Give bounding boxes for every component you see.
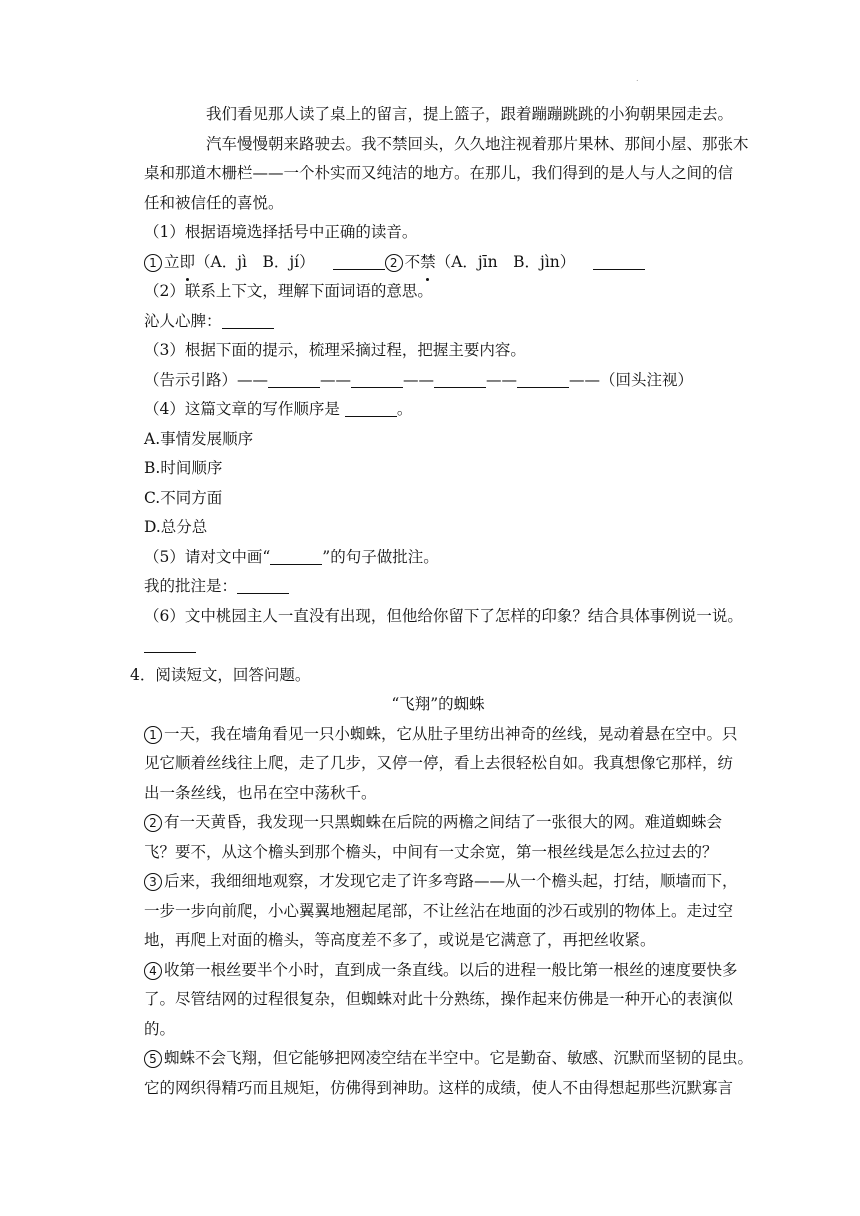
pinyin-choices: （A．jīn B．jìn） — [435, 252, 576, 271]
circled-number: 2 — [144, 814, 162, 832]
circled-number: 1 — [144, 254, 162, 272]
paragraph-text: 收第一根丝要半个小时，直到成一条直线。以后的进程一般比第一根丝的速度要快多 — [164, 960, 738, 979]
question-text: （5）请对文中画“ — [144, 547, 271, 566]
passage-paragraph: 我们看见那人读了桌上的留言，提上篮子，跟着蹦蹦跳跳的小狗朝果园走去。 — [206, 105, 734, 123]
article-paragraph-2 — [144, 808, 732, 838]
paragraph-line: 一步一步向前爬，小心翼翼地翘起尾部，不让丝沾在地面的沙石或别的物体上。走过空 — [144, 901, 734, 920]
answer-blank[interactable] — [222, 312, 274, 329]
article-paragraph-3 — [144, 867, 738, 897]
answer-blank[interactable] — [434, 371, 486, 388]
option-d[interactable]: D.总分总 — [144, 518, 208, 536]
flow-start: （告示引路）—— — [144, 370, 269, 389]
flow-sep: —— — [486, 370, 518, 389]
paragraph-line: 飞？要不，从这个檐头到那个檐头，中间有一丈余宽，第一根丝线是怎么拉过去的？ — [144, 842, 718, 861]
article-paragraph-1 — [144, 720, 738, 750]
question-text: 。 — [396, 400, 413, 418]
flow-end: ——（回头注视） — [569, 370, 694, 389]
paragraph-text: 一天，我在墙角看见一只小蜘蛛，它从肚子里纺出神奇的丝线，晃动着悬在空中。只 — [164, 724, 738, 743]
pinyin-choices: （A．jì B．jí） — [195, 252, 315, 271]
option-a[interactable]: A.事情发展顺序 — [144, 429, 254, 448]
question-5-answer — [144, 572, 732, 602]
question-6: （6）文中桃园主人一直没有出现，但他给你留下了怎样的印象？结合具体事例说一说。 — [144, 606, 743, 625]
paragraph-text: 后来，我细细地观察，才发现它走了许多弯路——从一个檐头起，打结，顺墙而下， — [164, 872, 738, 890]
answer-label: 我的批注是： — [144, 577, 238, 595]
question-1-options — [144, 248, 732, 278]
question-2-word — [144, 307, 732, 337]
question-6-answer — [144, 631, 732, 661]
answer-blank[interactable] — [237, 577, 289, 594]
paragraph-line: 出一条丝线，也吊在空中荡秋千。 — [144, 783, 377, 802]
article-paragraph-5 — [144, 1044, 754, 1074]
word-char: 不 — [404, 252, 421, 271]
article-paragraph-4 — [144, 956, 738, 986]
question-4-heading: 4．阅读短文，回答问题。 — [130, 665, 311, 684]
content-column — [130, 100, 754, 1103]
question-4 — [144, 395, 732, 425]
question-3: （3）根据下面的提示，梳理采摘过程，把握主要内容。 — [144, 341, 526, 359]
answer-blank[interactable] — [593, 253, 645, 270]
paragraph-line: 地，再爬上对面的檐头，等高度差不多了，或说是它满意了，再把丝收紧。 — [144, 931, 656, 949]
answer-blank[interactable] — [345, 400, 397, 417]
passage-paragraph-line: 任和被信任的喜悦。 — [144, 193, 284, 212]
question-2: （2）联系上下文，理解下面词语的意思。 — [144, 282, 433, 300]
emphasized-char: 禁 — [420, 248, 436, 278]
answer-blank[interactable] — [144, 636, 196, 653]
option-c[interactable]: C.不同方面 — [144, 488, 223, 507]
answer-blank[interactable] — [351, 371, 403, 388]
question-1: （1）根据语境选择括号中正确的读音。 — [144, 223, 418, 241]
circled-number: 2 — [385, 254, 403, 272]
underline-sample — [270, 548, 322, 565]
margin-dot: . — [636, 74, 639, 83]
answer-blank[interactable] — [268, 371, 320, 388]
paragraph-text: 有一天黄昏，我发现一只黑蜘蛛在后院的两檐之间结了一张很大的网。难道蜘蛛会 — [164, 813, 723, 831]
answer-blank[interactable] — [333, 253, 385, 270]
circled-number: 3 — [144, 873, 162, 891]
flow-sep: —— — [403, 370, 435, 389]
word-label: 沁人心脾： — [144, 311, 222, 330]
article-title: “飞翔”的蜘蛛 — [391, 695, 485, 713]
question-text: ”的句子做批注。 — [322, 547, 439, 566]
paragraph-line: 见它顺着丝线往上爬，走了几步，又停一停，看上去很轻松自如。我真想像它那样，纺 — [144, 754, 734, 772]
option-b[interactable]: B.时间顺序 — [144, 459, 223, 477]
answer-blank[interactable] — [517, 371, 569, 388]
paragraph-line: 它的网织得精巧而且规矩，仿佛得到神助。这样的成绩，使人不由得想起那些沉默寡言 — [144, 1078, 734, 1097]
paragraph-line: 了。尽管结网的过程很复杂，但蜘蛛对此十分熟练，操作起来仿佛是一种开心的表演似 — [144, 990, 734, 1008]
question-3-flow — [144, 366, 732, 396]
word-char: 立 — [164, 252, 180, 271]
paragraph-line: 的。 — [144, 1019, 176, 1038]
circled-number: 4 — [144, 962, 162, 980]
passage-paragraph-line: 桌和那道木栅栏——一个朴实而又纯洁的地方。在那儿，我们得到的是人与人之间的信 — [144, 164, 734, 182]
emphasized-char: 即 — [180, 248, 196, 278]
question-text: （4）这篇文章的写作顺序是 — [144, 400, 340, 418]
question-5 — [144, 543, 732, 573]
passage-paragraph-line: 汽车慢慢朝来路驶去。我不禁回头，久久地注视着那片果林、那间小屋、那张木 — [206, 134, 749, 153]
flow-sep: —— — [320, 370, 352, 389]
paragraph-text: 蜘蛛不会飞翔，但它能够把网凌空结在半空中。它是勤奋、敏感、沉默而坚韧的昆虫。 — [164, 1049, 754, 1067]
circled-number: 5 — [144, 1050, 162, 1068]
circled-number: 1 — [144, 726, 162, 744]
